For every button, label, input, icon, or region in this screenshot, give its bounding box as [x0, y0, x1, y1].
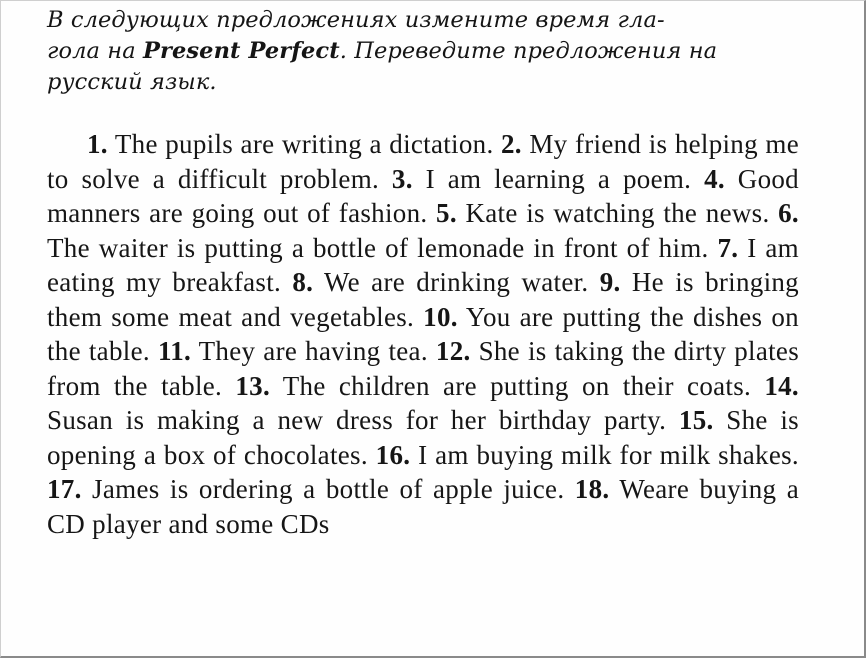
sentence-number: 18. — [574, 474, 610, 504]
sentence-text: Kate is watching the news. — [465, 198, 770, 228]
sentence-text: Weare buying a CD player and some CDs — [47, 474, 799, 539]
sentence-text: I am eating my breakfast. — [47, 232, 799, 297]
sentence-text: I am learning a poem. — [425, 163, 692, 194]
sentence-number: 3. — [391, 163, 413, 194]
sentence-number: 15. — [678, 405, 714, 435]
sentence-number: 5. — [436, 198, 457, 228]
sentence-text: You are putting the dishes on the table. — [47, 301, 799, 366]
sentence-text: The pupils are writing a dictation. — [114, 129, 494, 159]
sentence-number: 1. — [87, 129, 108, 159]
sentence-text: She is taking the dirty plates from the table. — [47, 336, 800, 401]
sentence-number: 4. — [704, 163, 725, 194]
sentence-text: I am buying milk for milk shakes. — [418, 439, 799, 470]
sentence-number: 13. — [235, 370, 270, 401]
sentence-number: 10. — [423, 301, 458, 332]
instruction-line-2b: . Переведите предложения на — [339, 38, 718, 64]
sentence-text: He is bringing them some meat and vegetables. — [47, 267, 799, 332]
instruction-line-3: русский язык. — [47, 69, 217, 95]
instruction-line-2a: гола на — [47, 38, 143, 64]
exercise-instruction — [47, 5, 799, 98]
tense-name: Present Perfect — [143, 38, 340, 64]
exercise-text — [47, 127, 799, 541]
sentence-number: 12. — [435, 336, 471, 366]
sentence-text: They are having tea. — [198, 336, 428, 366]
sentence-number: 6. — [778, 198, 799, 228]
sentence-number: 9. — [599, 267, 621, 297]
sentence-text: The waiter is putting a bottle of lemonade in front of him. — [47, 232, 709, 263]
sentence-text: Good manners are going out of fashion. — [47, 163, 799, 228]
sentence-number: 16. — [375, 439, 411, 470]
sentence-text: The children are putting on their coats. — [282, 370, 752, 401]
sentence-number: 2. — [501, 129, 522, 159]
sentence-text: We are drinking water. — [324, 267, 589, 297]
sentence-number: 17. — [47, 474, 82, 504]
sentence-text: James is ordering a bottle of apple juice. — [92, 474, 565, 504]
sentence-text: Susan is making a new dress for her birthday party. — [47, 405, 667, 435]
sentence-text: She is opening a box of chocolates. — [47, 405, 799, 470]
sentence-number: 11. — [157, 336, 192, 366]
sentence-number: 8. — [292, 267, 314, 297]
instruction-line-1: В следующих предложениях измените время гла- — [47, 7, 665, 33]
sentence-number: 7. — [717, 232, 739, 263]
sentence-text: My friend is helping me to solve a difficult problem. — [47, 129, 799, 194]
sentence-number: 14. — [764, 370, 799, 401]
